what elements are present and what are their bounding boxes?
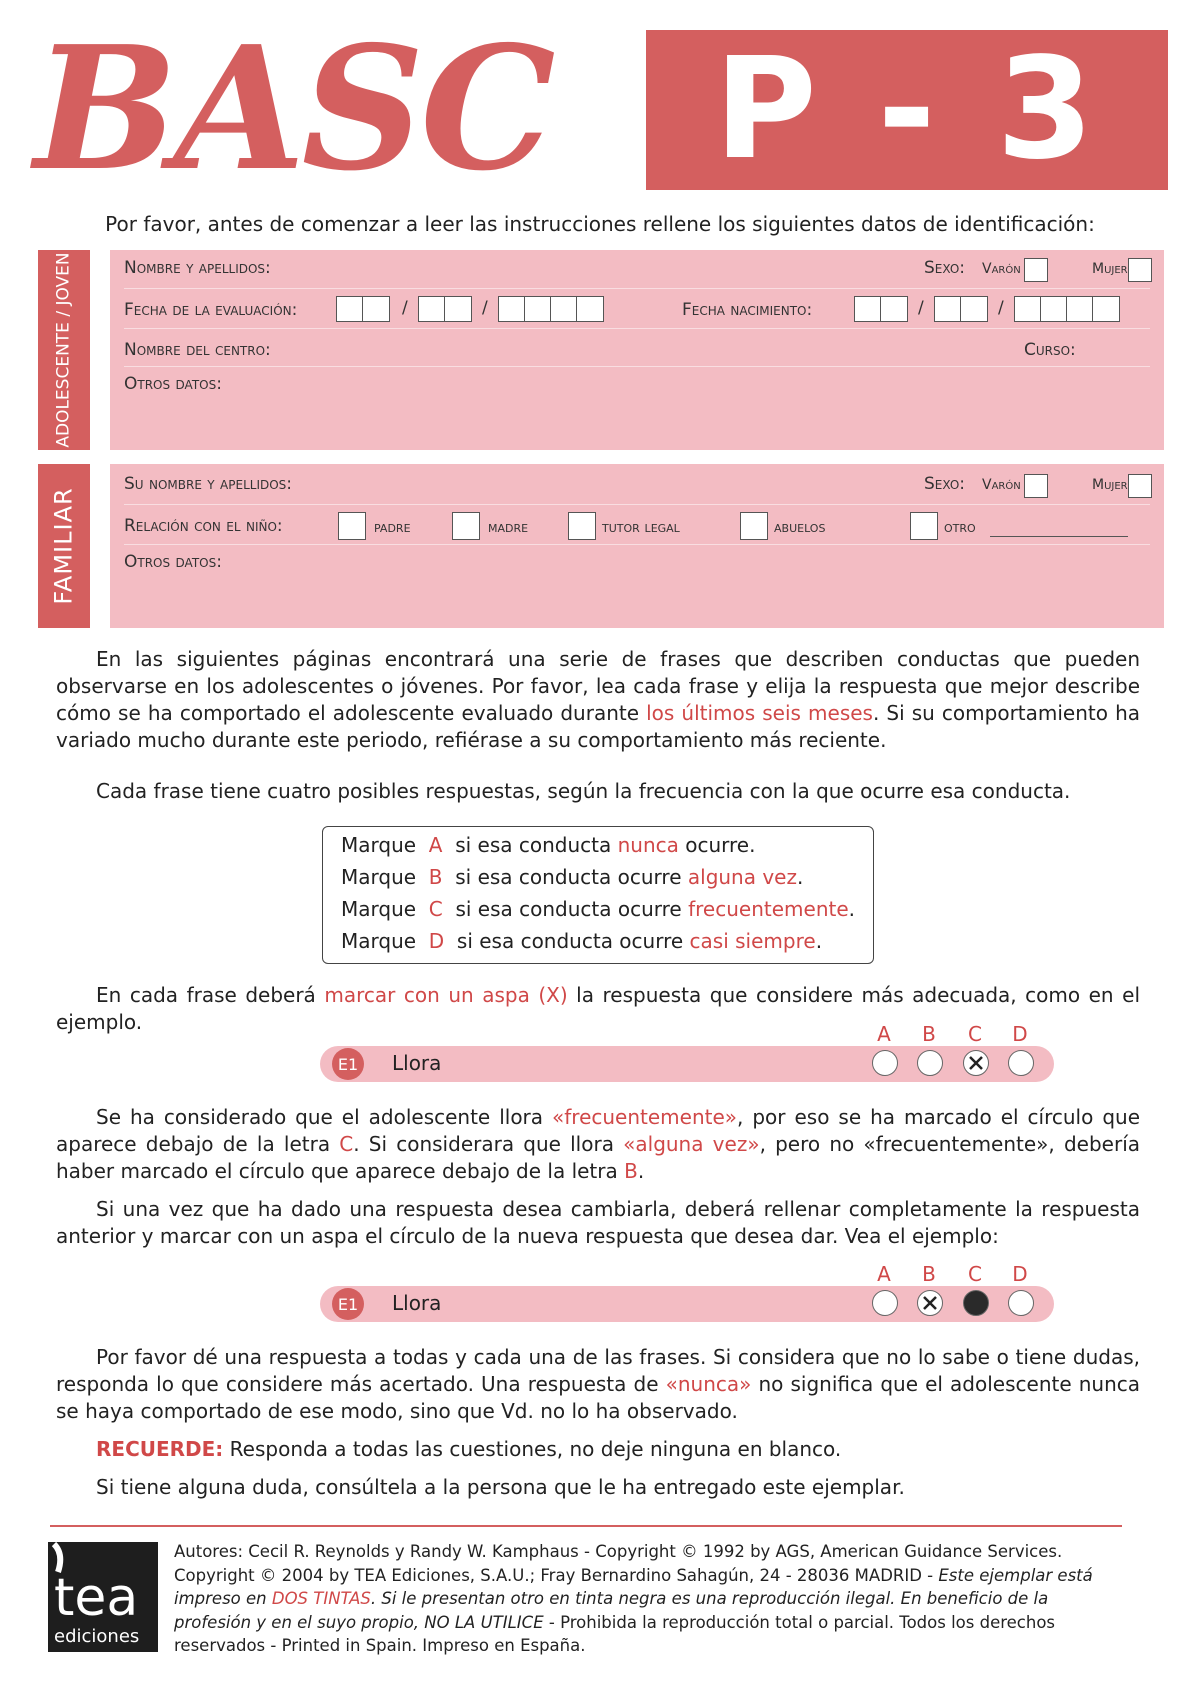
birth-month-input[interactable] <box>934 296 988 322</box>
example1-option-d[interactable] <box>1008 1050 1034 1076</box>
birth-date-label: Fecha nacimiento: <box>682 300 813 320</box>
footer-copyright: Autores: Cecil R. Reynolds y Randy W. Kamphaus - Copyright © 1992 by AGS, American Guidance Services. Copyright © 2004 by TEA Ediciones, S.A.U.; Fray Bernardino Sahagún, 24 - 28036 MADRID - Este ejemplar está impreso en DOS TINTAS. Si le presentan otro en tinta negra es una reproducción ilegal. En beneficio de la profesión y en el suyo propio, NO LA UTILICE - Prohibida la reproducción total o parcial. Todos los derechos reservados - Printed in Spain. Impreso en España. <box>174 1542 1093 1655</box>
adolescent-dates-row <box>124 296 1150 329</box>
eval-month-input[interactable] <box>418 296 472 322</box>
date-separator: / <box>482 298 488 318</box>
center-label: Nombre del centro: <box>124 340 271 360</box>
x-mark-icon <box>964 1051 988 1075</box>
reminder: RECUERDE: Responda a todas las cuestiones, no deje ninguna en blanco. <box>96 1437 842 1461</box>
family-form <box>110 464 1164 628</box>
birth-year-input[interactable] <box>1014 296 1120 322</box>
tea-logo-main: tea <box>54 1568 139 1628</box>
relation-row <box>124 510 1150 545</box>
family-name-label: Su nombre y apellidos: <box>124 474 293 494</box>
relation-otro-line[interactable] <box>990 536 1128 537</box>
relation-tutor-label: tutor legal <box>602 518 680 536</box>
instructions-paragraph-6: Por favor dé una respuesta a todas y cada una de las frases. Si considera que no lo sabe o tiene dudas, responda lo que considere más acertado. Una respuesta de «nunca» no significa que el adolescente nunca se haya comportado de ese modo, sino que Vd. no lo ha observado. <box>56 1345 1141 1423</box>
example1-option-a[interactable] <box>872 1050 898 1076</box>
adolescent-form <box>110 250 1164 450</box>
footer-divider <box>50 1525 1122 1527</box>
adolescent-female-label: Mujer <box>1092 261 1128 277</box>
relation-otro-checkbox[interactable] <box>910 512 938 540</box>
instructions-paragraph-4: Se ha considerado que el adolescente llora «frecuentemente», por eso se ha marcado el círculo que aparece debajo de la letra C. Si considerara que llora «alguna vez», pero no «frecuentemente», debería haber marcado el círculo que aparece debajo de la letra B. <box>56 1105 1141 1183</box>
adolescent-male-label: Varón <box>982 261 1021 277</box>
family-female-checkbox[interactable] <box>1128 474 1152 498</box>
relation-tutor-checkbox[interactable] <box>568 512 596 540</box>
example2-item <box>320 1286 1054 1322</box>
legend-row-c: Marque C si esa conducta ocurre frecuentemente. <box>341 897 856 921</box>
tea-logo <box>48 1542 158 1652</box>
legend-row-d: Marque D si esa conducta ocurre casi siempre. <box>341 929 823 953</box>
adolescent-other-label: Otros datos: <box>124 374 222 394</box>
example2-letter-a: A <box>877 1262 891 1286</box>
example1-letter-b: B <box>922 1022 936 1046</box>
example1-letter-c: C <box>968 1022 982 1046</box>
example1-code: E1 <box>332 1048 364 1080</box>
family-female-label: Mujer <box>1092 477 1128 493</box>
adolescent-name-row <box>124 258 1150 289</box>
intro-text: Por favor, antes de comenzar a leer las instrucciones rellene los siguientes datos de identificación: <box>105 212 1095 236</box>
tea-logo-sub: ediciones <box>54 1626 140 1647</box>
legend-row-b: Marque B si esa conducta ocurre alguna vez. <box>341 865 804 889</box>
relation-label: Relación con el niño: <box>124 516 283 536</box>
example2-text: Llora <box>392 1291 442 1315</box>
relation-abuelos-label: abuelos <box>774 518 826 536</box>
family-male-checkbox[interactable] <box>1024 474 1048 498</box>
reminder-label: RECUERDE: <box>96 1437 224 1461</box>
adolescent-female-checkbox[interactable] <box>1128 258 1152 282</box>
family-name-row <box>124 472 1150 505</box>
date-separator: / <box>918 298 924 318</box>
basc-logo-text: BASC <box>34 18 552 188</box>
form-code-banner <box>646 30 1168 190</box>
example2-option-d[interactable] <box>1008 1290 1034 1316</box>
relation-abuelos-checkbox[interactable] <box>740 512 768 540</box>
eval-year-input[interactable] <box>498 296 604 322</box>
example2-option-a[interactable] <box>872 1290 898 1316</box>
x-mark-icon <box>918 1291 942 1315</box>
relation-otro-label: otro <box>944 518 976 536</box>
example2-letter-d: D <box>1012 1262 1028 1286</box>
example2-letter-c: C <box>968 1262 982 1286</box>
example1-letter-d: D <box>1012 1022 1028 1046</box>
example1-option-c-marked[interactable] <box>963 1050 989 1076</box>
closing-text: Si tiene alguna duda, consúltela a la persona que le ha entregado este ejemplar. <box>96 1475 905 1499</box>
family-other-label: Otros datos: <box>124 552 222 572</box>
adolescent-name-label: Nombre y apellidos: <box>124 258 271 278</box>
response-legend <box>322 826 874 964</box>
adolescent-side-label: ADOLESCENTE / JOVEN <box>38 250 90 450</box>
example2-option-b-marked[interactable] <box>917 1290 943 1316</box>
highlight-six-months: los últimos seis meses <box>646 701 873 725</box>
form-code: P - 3 <box>714 28 1100 191</box>
example2-letter-b: B <box>922 1262 936 1286</box>
example1-option-b[interactable] <box>917 1050 943 1076</box>
family-side-label: FAMILIAR <box>38 464 90 628</box>
instructions-paragraph-1: En las siguientes páginas encontrará una serie de frases que describen conductas que pueden observarse en los adolescentes o jóvenes. Por favor, lea cada frase y elija la respuesta que mejor describe cómo se ha comportado el adolescente evaluado durante los últimos seis meses. Si su comportamiento ha variado mucho durante este periodo, refiérase a su comportamiento más reciente. <box>56 647 1140 752</box>
family-other-row <box>124 550 1150 620</box>
adolescent-sex-label: Sexo: <box>924 258 965 278</box>
birth-day-input[interactable] <box>854 296 908 322</box>
family-male-label: Varón <box>982 477 1021 493</box>
center-row <box>124 336 1150 367</box>
adolescent-other-row <box>124 372 1150 442</box>
legend-row-a: Marque A si esa conducta nunca ocurre. <box>341 833 756 857</box>
instructions-paragraph-3: En cada frase deberá marcar con un aspa (X) la respuesta que considere más adecuada, como en el ejemplo. <box>56 983 1141 1034</box>
relation-madre-checkbox[interactable] <box>452 512 480 540</box>
relation-madre-label: madre <box>488 518 529 536</box>
relation-padre-label: padre <box>374 518 411 536</box>
date-separator: / <box>998 298 1004 318</box>
eval-day-input[interactable] <box>336 296 390 322</box>
grade-label: Curso: <box>1024 340 1076 360</box>
instructions-paragraph-2: Cada frase tiene cuatro posibles respuestas, según la frecuencia con la que ocurre esa conducta. <box>96 779 1071 803</box>
instructions-paragraph-5: Si una vez que ha dado una respuesta desea cambiarla, deberá rellenar completamente la respuesta anterior y marcar con un aspa el círculo de la nueva respuesta que desea dar. Vea el ejemplo: <box>56 1197 1140 1248</box>
example1-text: Llora <box>392 1051 442 1075</box>
example2-code: E1 <box>332 1288 364 1320</box>
date-separator: / <box>402 298 408 318</box>
family-sex-label: Sexo: <box>924 474 965 494</box>
example1-letter-a: A <box>877 1022 891 1046</box>
adolescent-male-checkbox[interactable] <box>1024 258 1048 282</box>
relation-padre-checkbox[interactable] <box>338 512 366 540</box>
eval-date-label: Fecha de la evaluación: <box>124 300 298 320</box>
example2-option-c-filled[interactable] <box>963 1290 989 1316</box>
example1-item <box>320 1046 1054 1082</box>
basc-logo <box>28 18 628 188</box>
